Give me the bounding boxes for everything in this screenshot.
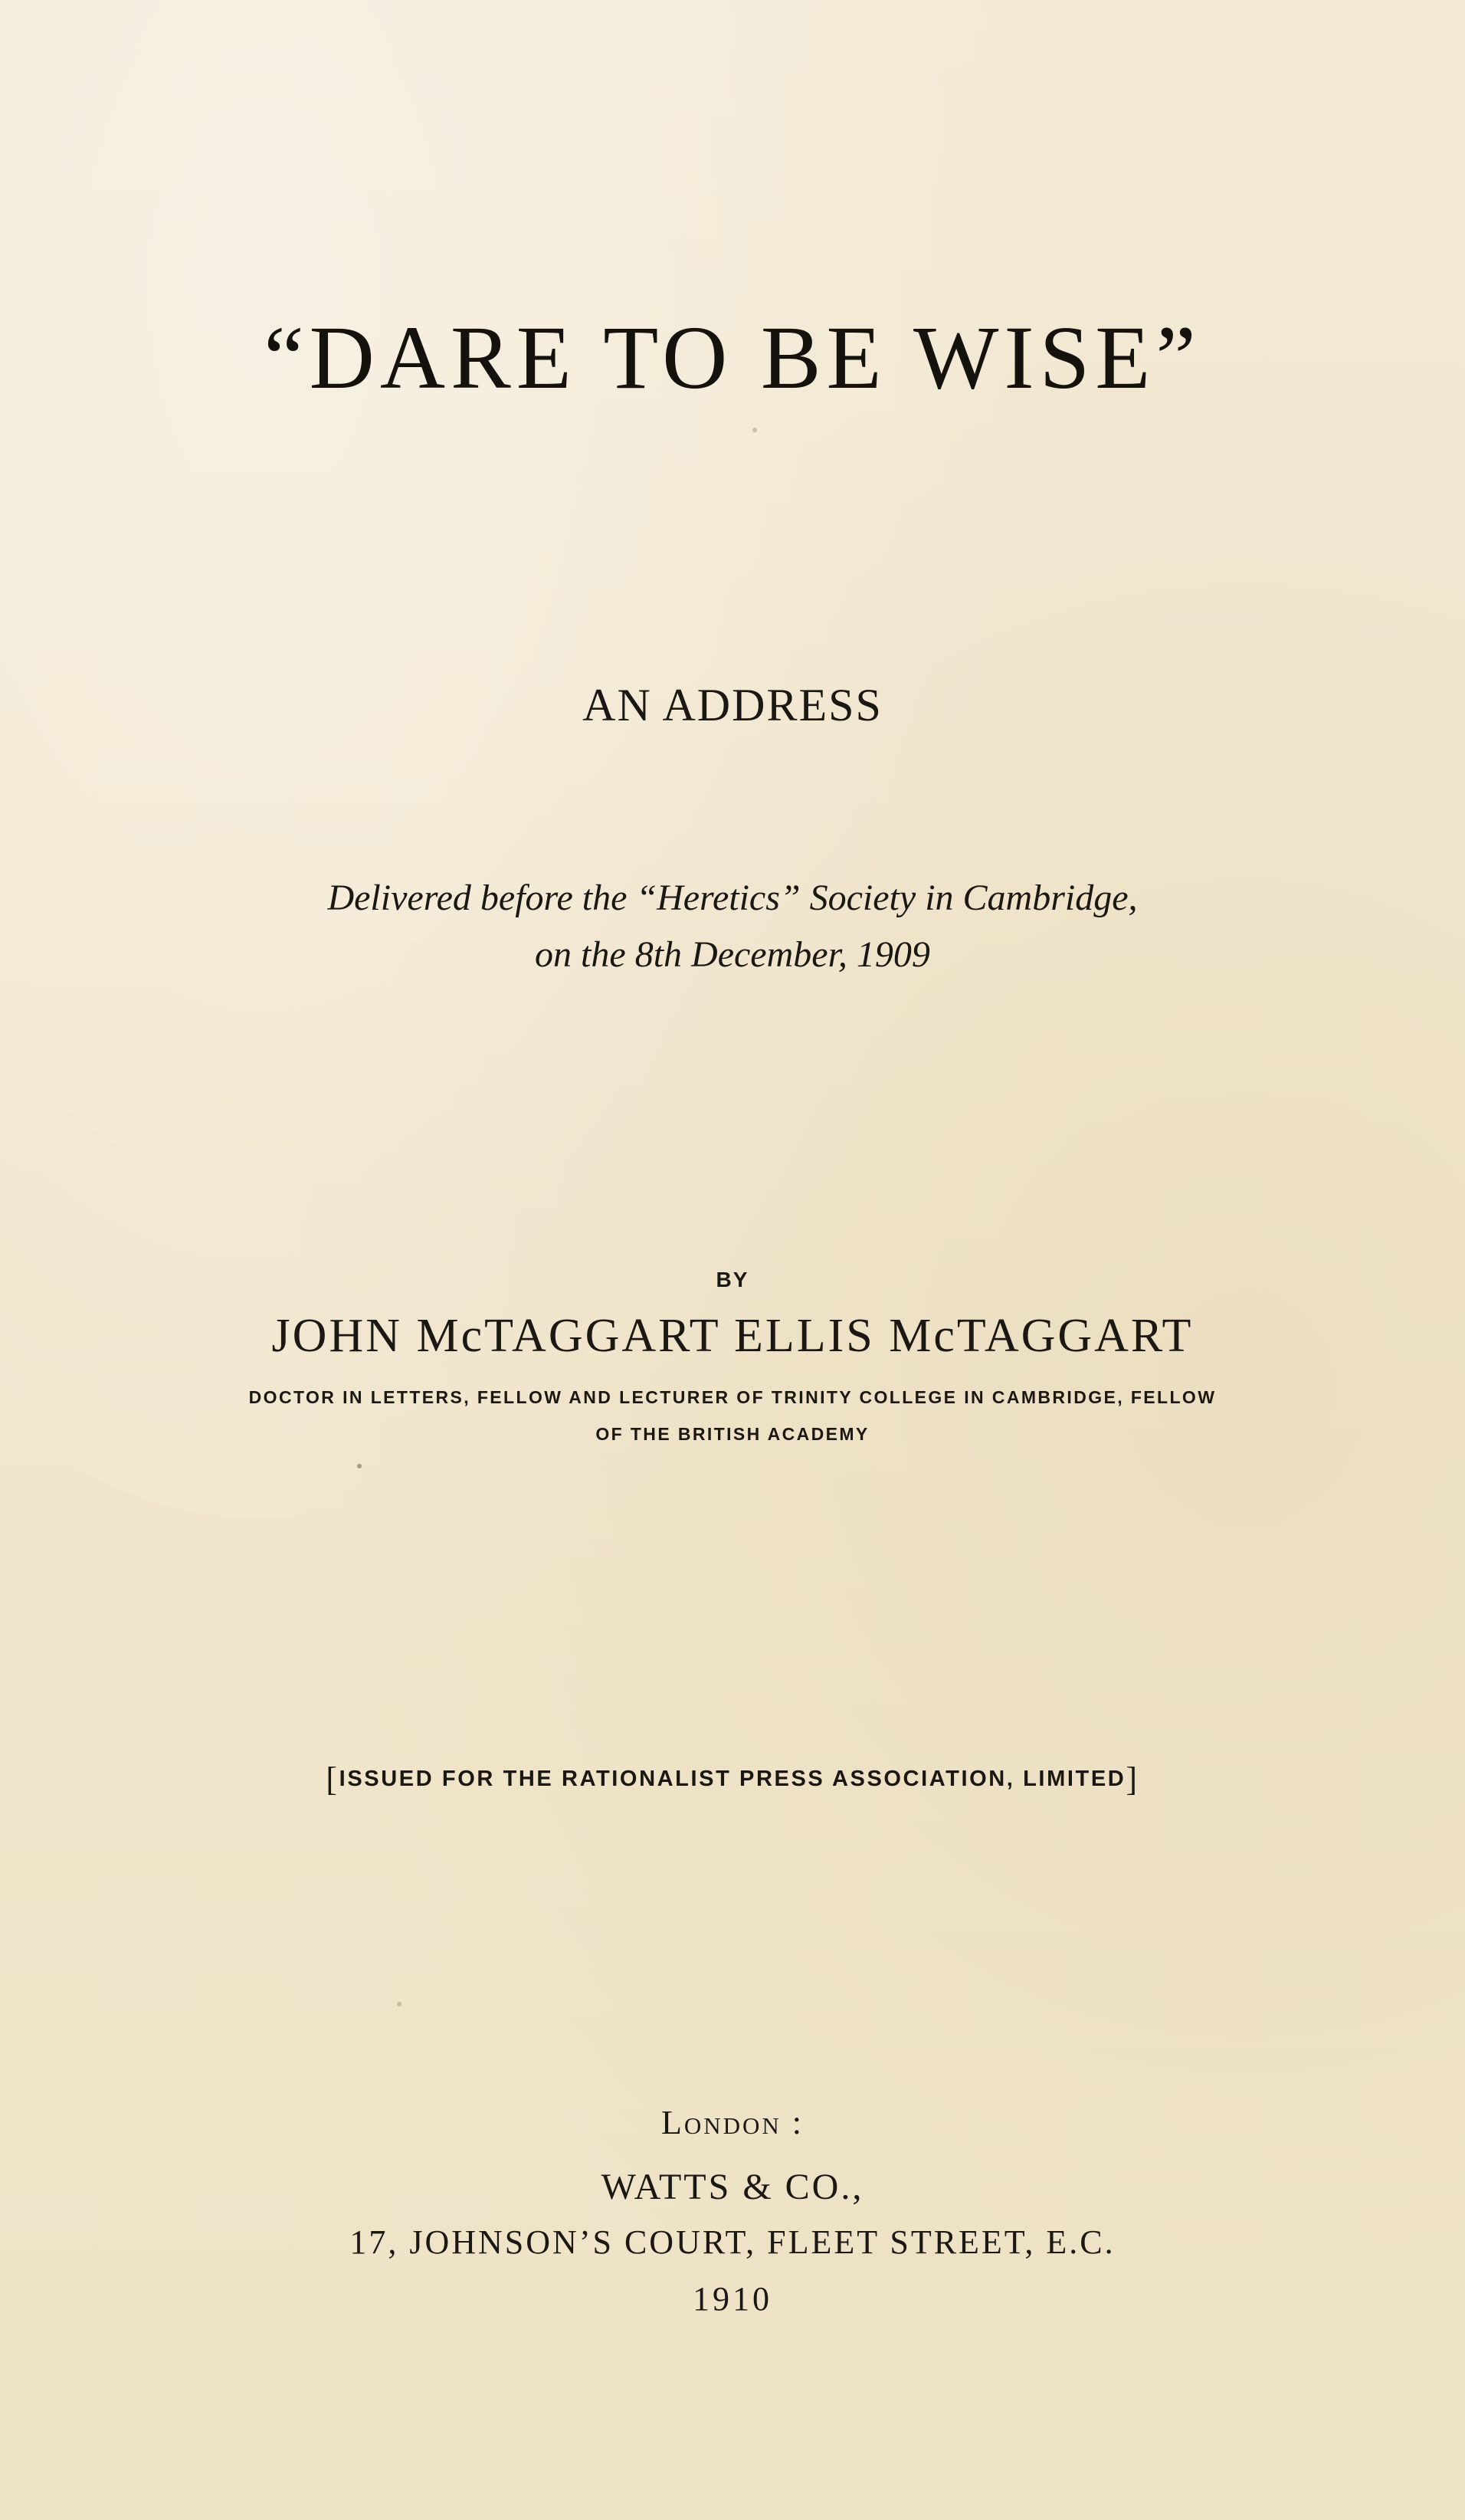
imprint-place: London : <box>660 2104 805 2141</box>
bracket-close: ] <box>1126 1760 1139 1798</box>
subtitle: AN ADDRESS <box>582 680 883 730</box>
paper-speck <box>397 2002 401 2006</box>
imprint-year: 1910 <box>693 2280 772 2318</box>
issued-note <box>0 1760 1465 1798</box>
paper-speck <box>357 1464 362 1468</box>
imprint-publisher: WATTS & CO., <box>601 2167 864 2207</box>
author-credentials-line-2: OF THE BRITISH ACADEMY <box>595 1424 870 1444</box>
paper-speck <box>752 428 757 432</box>
imprint-address: 17, JOHNSON’S COURT, FLEET STREET, E.C. <box>349 2223 1116 2261</box>
author-credentials-line-1: DOCTOR IN LETTERS, FELLOW AND LECTURER OF TRINITY COLLEGE IN CAMBRIDGE, FELLOW <box>248 1387 1217 1407</box>
bracket-open: [ <box>326 1760 339 1798</box>
delivery-note-line-1: Delivered before the “Heretics” Society in Cambridge, <box>327 878 1138 918</box>
delivery-note-line-2: on the 8th December, 1909 <box>535 934 930 975</box>
book-title: “DARE TO BE WISE” <box>264 307 1201 408</box>
author-name: JOHN McTAGGART ELLIS McTAGGART <box>271 1310 1194 1362</box>
issued-text: ISSUED FOR THE RATIONALIST PRESS ASSOCIATION, LIMITED <box>339 1767 1126 1791</box>
by-label: BY <box>716 1268 749 1291</box>
